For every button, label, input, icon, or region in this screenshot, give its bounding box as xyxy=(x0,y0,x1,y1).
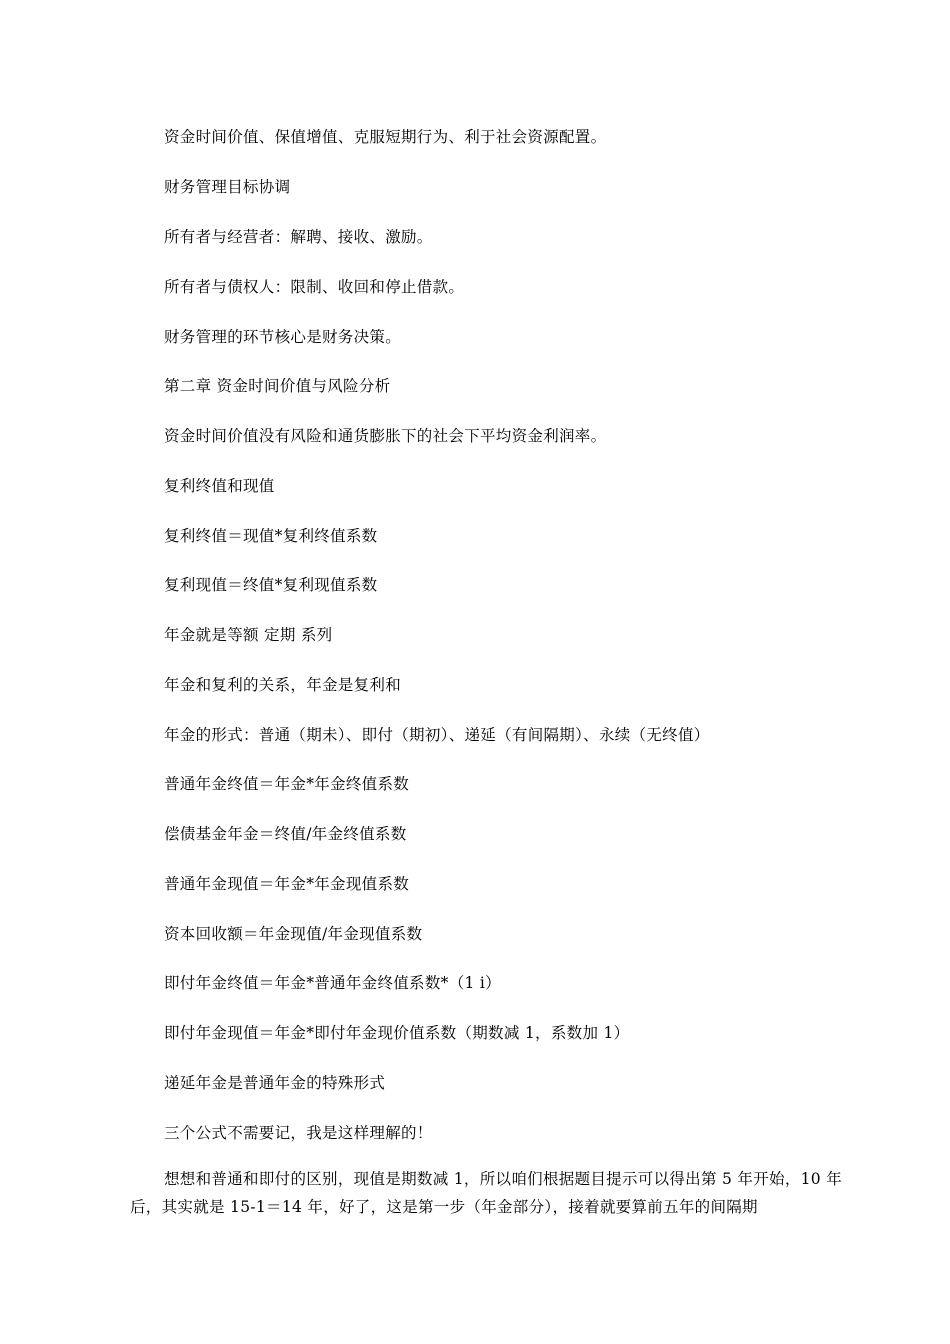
formula-line: 资本回收额＝年金现值/年金现值系数 xyxy=(164,925,423,943)
text-line: 资金时间价值、保值增值、克服短期行为、利于社会资源配置。 xyxy=(164,128,607,146)
formula-line: 偿债基金年金＝终值/年金终值系数 xyxy=(164,825,407,843)
text-line: 年金就是等额 定期 系列 xyxy=(164,626,333,644)
text-line: 年金和复利的关系，年金是复利和 xyxy=(164,676,402,694)
formula-line: 复利终值＝现值*复利终值系数 xyxy=(164,527,378,545)
formula-line: 普通年金现值＝年金*年金现值系数 xyxy=(164,875,410,893)
text-line: 财务管理的环节核心是财务决策。 xyxy=(164,328,402,346)
formula-line: 即付年金现值＝年金*即付年金现价值系数（期数减 1，系数加 1） xyxy=(164,1024,630,1042)
section-heading: 第二章 资金时间价值与风险分析 xyxy=(164,377,391,395)
text-line: 三个公式不需要记，我是这样理解的！ xyxy=(164,1124,433,1142)
text-line: 所有者与债权人：限制、收回和停止借款。 xyxy=(164,278,465,296)
formula-line: 即付年金终值＝年金*普通年金终值系数*（1 i） xyxy=(164,974,501,992)
formula-line: 复利现值＝终值*复利现值系数 xyxy=(164,576,378,594)
text-line: 年金的形式：普通（期未）、即付（期初）、递延（有间隔期）、永续（无终值） xyxy=(164,726,710,744)
text-line: 递延年金是普通年金的特殊形式 xyxy=(164,1074,386,1092)
body-paragraph: 想想和普通和即付的区别，现值是期数减 1，所以咱们根据题目提示可以得出第 5 年开始，10 年后，其实就是 15-1＝14 年，好了，这是第一步（年金部分），接着就要算前五年的间隔期 xyxy=(130,1170,842,1216)
text-line: 复利终值和现值 xyxy=(164,477,275,495)
text-line: 所有者与经营者：解聘、接收、激励。 xyxy=(164,228,433,246)
text-line: 财务管理目标协调 xyxy=(164,178,291,196)
text-line: 资金时间价值没有风险和通货膨胀下的社会下平均资金利润率。 xyxy=(164,427,607,445)
formula-line: 普通年金终值＝年金*年金终值系数 xyxy=(164,775,410,793)
